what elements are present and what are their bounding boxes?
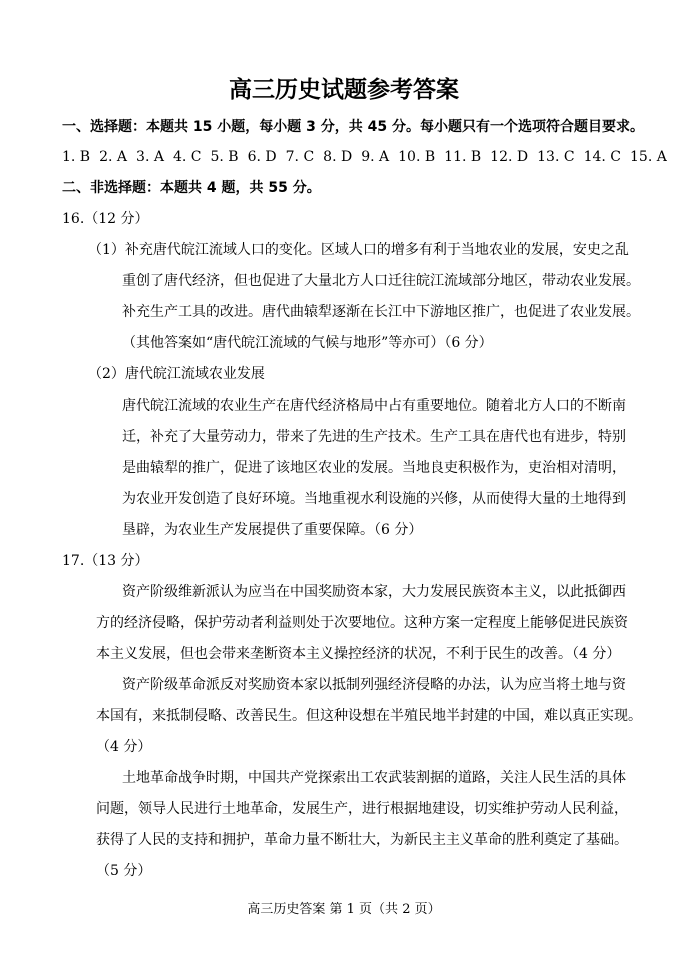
answer-12: 12. D <box>490 149 529 165</box>
q17-line: 方的经济侵略，保护劳动者利益则处于次要地位。这种方案一定程度上能够促进民族资 <box>96 615 628 631</box>
answer-10: 10. B <box>398 149 436 165</box>
q16-part2-line: 迁，补充了大量劳动力，带来了先进的生产技术。生产工具在唐代也有进步，特别 <box>122 429 626 445</box>
q17-line: （4 分） <box>96 739 152 755</box>
q16-part1-line: 重创了唐代经济，但也促进了大量北方人口迁往皖江流域部分地区，带动农业发展。 <box>122 273 640 289</box>
answer-6: 6. D <box>247 149 277 165</box>
answer-9: 9. A <box>361 149 390 165</box>
answer-3: 3. A <box>136 149 164 165</box>
q16-label: 16.（12 分） <box>62 211 149 227</box>
answer-5: 5. B <box>210 149 239 165</box>
q16-part2-line: 为农业开发创造了良好环境。当地重视水利设施的兴修，从而使得大量的土地得到 <box>122 491 626 507</box>
answer-13: 13. C <box>537 149 575 165</box>
section-2-heading: 二、非选择题：本题共 4 题，共 55 分。 <box>62 180 321 196</box>
section-1-heading: 一、选择题：本题共 15 小题，每小题 3 分，共 45 分。每小题只有一个选项符合题目要求。 <box>62 119 644 135</box>
q17-line: （5 分） <box>96 863 152 879</box>
q17-line: 本国有，来抵制侵略、改善民生。但这种设想在半殖民地半封建的中国，难以真正实现。 <box>96 708 642 724</box>
answer-2: 2. A <box>99 149 128 165</box>
page-title: 高三历史试题参考答案 <box>229 77 459 103</box>
answer-key-row <box>62 147 676 167</box>
answer-7: 7. C <box>285 149 315 165</box>
page-footer: 高三历史答案 第 1 页（共 2 页） <box>247 902 441 917</box>
q16-part2-line: 唐代皖江流域的农业生产在唐代经济格局中占有重要地位。随着北方人口的不断南 <box>122 398 626 414</box>
q17-line: 本主义发展，但也会带来垄断资本主义操控经济的状况，不利于民生的改善。（4 分） <box>96 646 621 662</box>
q17-line: 资产阶级维新派认为应当在中国奖励资本家，大力发展民族资本主义，以此抵御西 <box>122 584 626 600</box>
q16-part1-line: 补充生产工具的改进。唐代曲辕犁逐渐在长江中下游地区推广，也促进了农业发展。 <box>122 304 640 320</box>
q16-part1-line: （1）补充唐代皖江流域人口的变化。区域人口的增多有利于当地农业的发展，安史之乱 <box>88 242 629 258</box>
answer-8: 8. D <box>323 149 353 165</box>
answer-4: 4. C <box>172 149 202 165</box>
q17-line: 获得了人民的支持和拥护，革命力量不断壮大，为新民主主义革命的胜利奠定了基础。 <box>96 832 628 848</box>
q17-line: 问题，领导人民进行土地革命，发展生产，进行根据地建设，切实维护劳动人民利益， <box>96 801 628 817</box>
answer-14: 14. C <box>583 149 621 165</box>
answer-1: 1. B <box>62 149 91 165</box>
answer-15: 15. A <box>630 149 667 165</box>
q16-part1-line: （其他答案如“唐代皖江流域的气候与地形”等亦可）（6 分） <box>122 335 493 351</box>
q16-part2-line: 是曲辕犁的推广，促进了该地区农业的发展。当地良吏积极作为，吏治相对清明， <box>122 460 626 476</box>
q17-line: 土地革命战争时期，中国共产党探索出工农武装割据的道路，关注人民生活的具体 <box>122 770 626 786</box>
q16-part2-heading: （2）唐代皖江流域农业发展 <box>88 366 265 382</box>
answer-11: 11. B <box>444 149 482 165</box>
q17-line: 资产阶级革命派反对奖励资本家以抵制列强经济侵略的办法，认为应当将土地与资 <box>122 677 626 693</box>
q17-label: 17.（13 分） <box>62 553 149 569</box>
q16-part2-line: 垦辟，为农业生产发展提供了重要保障。（6 分） <box>122 522 423 538</box>
